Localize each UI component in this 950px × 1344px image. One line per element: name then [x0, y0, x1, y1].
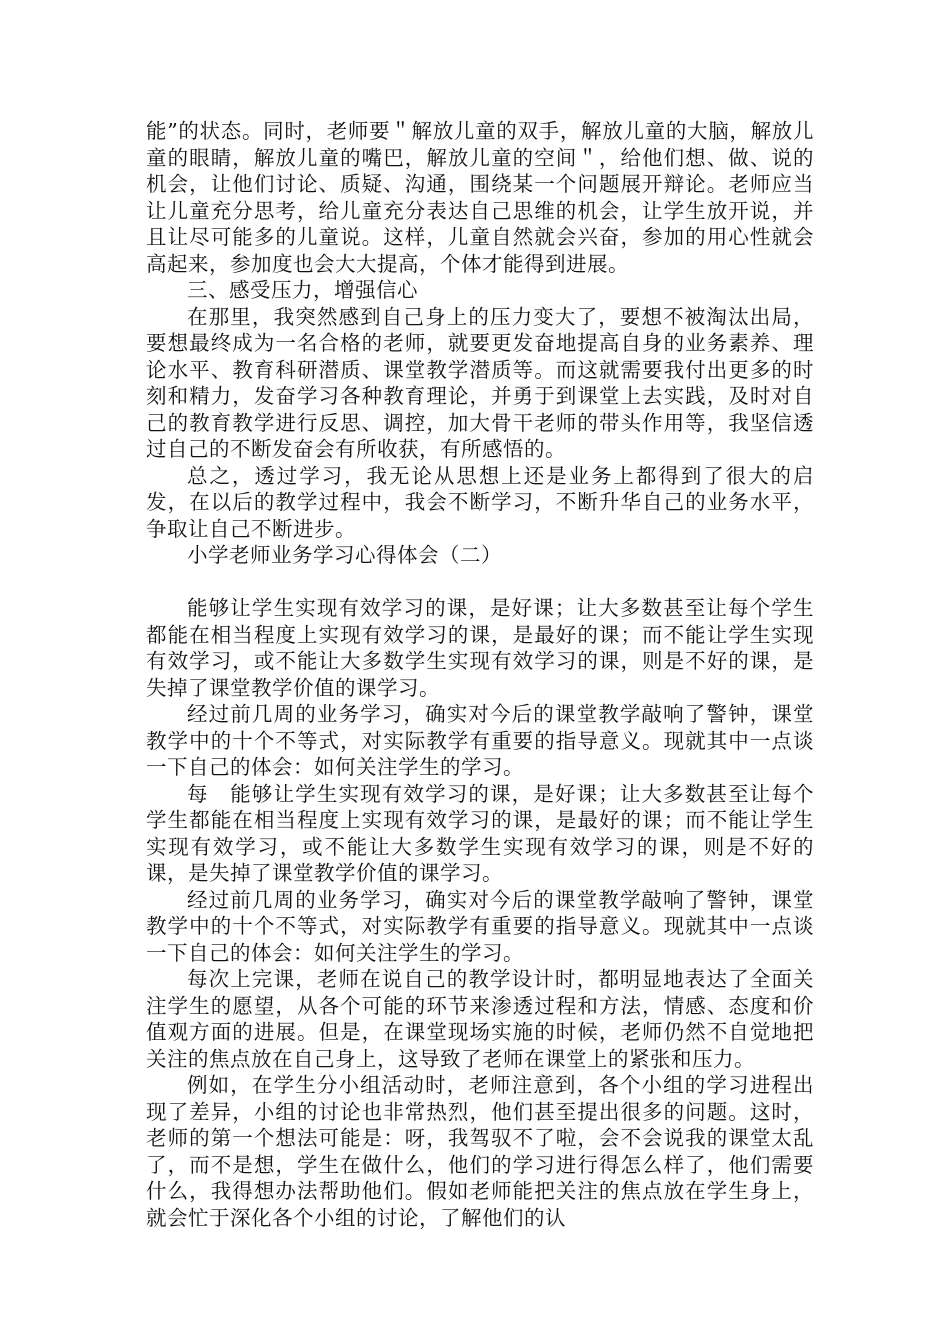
paragraph: 能够让学生实现有效学习的课，是好课；让大多数甚至让每个学生都能在相当程度上实现有效学习的课，是最好的课；而不能让学生实现有效学习，或不能让大多数学生实现有效学习的课，则是不好的课，是失掉了课堂教学价值的课学习。 [146, 596, 814, 700]
document-page [146, 118, 814, 1231]
article-title-2: 小学老师业务学习心得体会（二） [187, 543, 502, 567]
paragraph: 在那里，我突然感到自己身上的压力变大了，要想不被淘汰出局，要想最终成为一名合格的老师，就要更发奋地提高自身的业务素养、理论水平、教育科研潜质、课堂教学潜质等。而这就需要我付出更多的时刻和精力，发奋学习各种教育理论，并勇于到课堂上去实践，及时对自己的教育教学进行反思、调控，加大骨干老师的带头作用等，我坚信透过自己的不断发奋会有所收获，有所感悟的。 [146, 304, 814, 461]
paragraph-continuation: 能”的状态。同时，老师要＂解放儿童的双手，解放儿童的大脑，解放儿童的眼睛，解放儿童的嘴巴，解放儿童的空间＂，给他们想、做、说的机会，让他们讨论、质疑、沟通，围绕某一个问题展开辩论。老师应当让儿童充分思考，给儿童充分表达自己思维的机会，让学生放开说，并且让尽可能多的儿童说。这样，儿童自然就会兴奋，参加的用心性就会高起来，参加度也会大大提高，个体才能得到进展。 [146, 119, 814, 276]
blank-line [146, 569, 814, 596]
paragraph: 经过前几周的业务学习，确实对今后的课堂教学敲响了警钟，课堂教学中的十个不等式，对实际教学有重要的指导意义。现就其中一点谈一下自己的体会：如何关注学生的学习。 [146, 702, 814, 779]
paragraph: 每 能够让学生实现有效学习的课，是好课；让大多数甚至让每个学生都能在相当程度上实现有效学习的课，是最好的课；而不能让学生实现有效学习，或不能让大多数学生实现有效学习的课，则是不好的课，是失掉了课堂教学价值的课学习。 [146, 781, 814, 885]
paragraph: 总之，透过学习，我无论从思想上还是业务上都得到了很大的启发，在以后的教学过程中，我会不断学习，不断升华自己的业务水平，争取让自己不断进步。 [146, 463, 814, 541]
paragraph: 经过前几周的业务学习，确实对今后的课堂教学敲响了警钟，课堂教学中的十个不等式，对实际教学有重要的指导意义。现就其中一点谈一下自己的体会：如何关注学生的学习。 [146, 887, 814, 965]
section-heading-3: 三、感受压力，增强信心 [187, 278, 418, 302]
paragraph: 例如，在学生分小组活动时，老师注意到，各个小组的学习进程出现了差异，小组的讨论也非常热烈，他们甚至提出很多的问题。这时，老师的第一个想法可能是：呀，我驾驭不了啦，会不会说我的课堂太乱了，而不是想，学生在做什么，他们的学习进行得怎么样了，他们需要什么，我得想办法帮助他们。假如老师能把关注的焦点放在学生身上，就会忙于深化各个小组的讨论，了解他们的认 [146, 1073, 814, 1230]
paragraph: 每次上完课，老师在说自己的教学设计时，都明显地表达了全面关注学生的愿望，从各个可能的环节来渗透过程和方法，情感、态度和价值观方面的进展。但是，在课堂现场实施的时候，老师仍然不自觉地把关注的焦点放在自己身上，这导致了老师在课堂上的紧张和压力。 [146, 967, 814, 1071]
